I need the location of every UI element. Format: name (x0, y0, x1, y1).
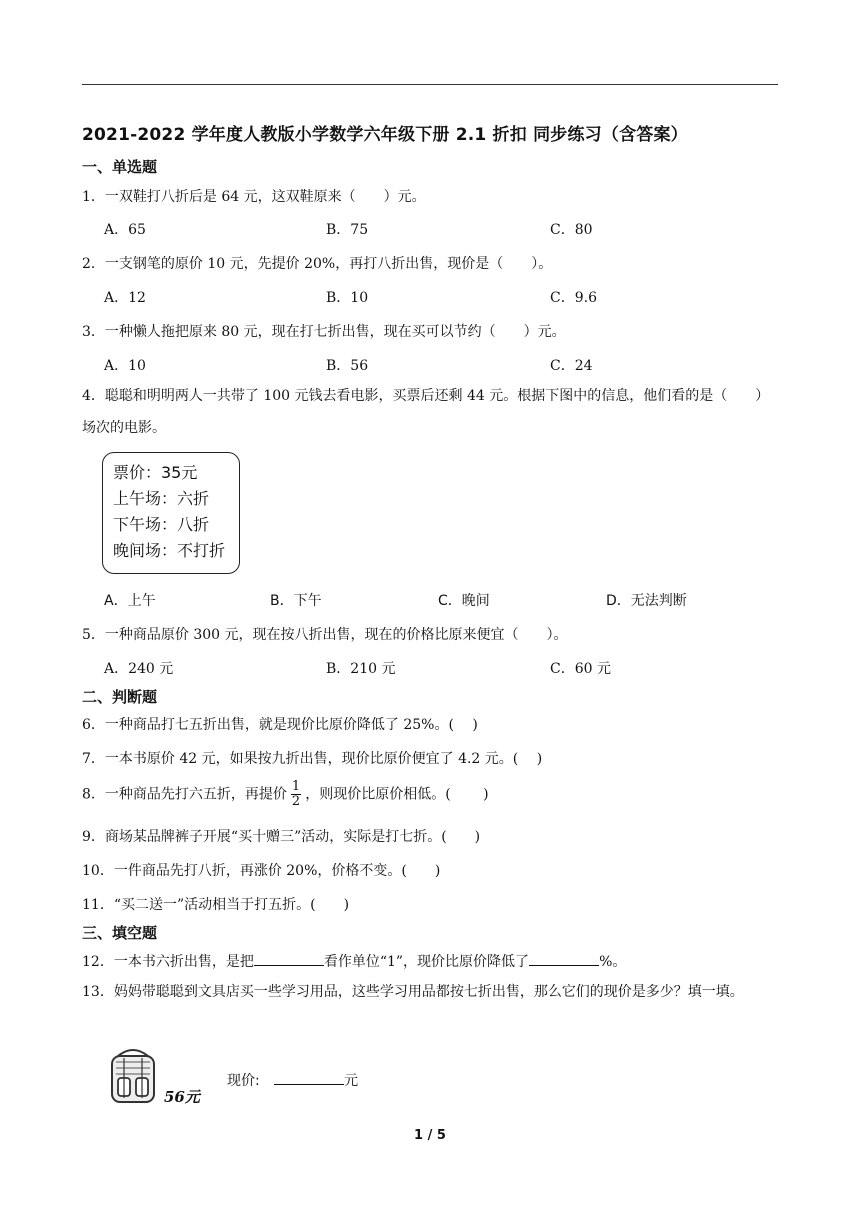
backpack-icon (104, 1046, 162, 1106)
question-10: 10．一件商品先打八折，再涨价 20%，价格不变。( ) (82, 863, 441, 879)
q2-option-a: A．12 (104, 290, 146, 306)
question-2: 2．一支钢笔的原价 10 元，先提价 20%，再打八折出售，现价是（ ）。 (82, 256, 553, 272)
current-price-label: 现价: (227, 1073, 260, 1089)
fraction-denominator: 2 (291, 794, 301, 809)
fraction-numerator: 1 (291, 779, 301, 794)
q4-option-a: A．上午 (104, 593, 156, 609)
q4-option-d: D．无法判断 (606, 593, 687, 609)
q2-option-b: B．10 (326, 290, 369, 306)
current-price-unit: 元 (344, 1073, 359, 1089)
q5-option-b: B．210 元 (326, 661, 396, 677)
question-1: 1．一双鞋打八折后是 64 元，这双鞋原来（ ）元。 (82, 189, 426, 205)
header-rule (82, 84, 778, 85)
fraction-one-half (291, 780, 301, 809)
q3-option-a: A．10 (104, 358, 146, 374)
q3-option-b: B．56 (326, 358, 369, 374)
ticket-price-box (102, 452, 240, 574)
q12-text-middle: 看作单位“1”，现价比原价降低了 (323, 954, 530, 970)
question-5: 5．一种商品原价 300 元，现在按八折出售，现在的价格比原来便宜（ ）。 (82, 627, 568, 643)
question-13: 13．妈妈带聪聪到文具店买一些学习用品，这些学习用品都按七折出售，那么它们的现价是多少？填一填。 (82, 984, 744, 1000)
question-11: 11．“买二送一”活动相当于打五折。( ) (82, 897, 350, 913)
q8-text-before: 8．一种商品先打六五折，再提价 (82, 786, 287, 803)
section-heading-true-false: 二、判断题 (82, 688, 158, 706)
question-3: 3．一种懒人拖把原来 80 元，现在打七折出售，现在买可以节约（ ）元。 (82, 324, 566, 340)
answer-blank-2[interactable] (529, 951, 599, 966)
q5-option-c: C．60 元 (550, 661, 611, 677)
backpack-price-label: 56元 (164, 1088, 200, 1106)
answer-blank-1[interactable] (254, 951, 324, 966)
morning-discount-line: 上午场：六折 (113, 489, 210, 508)
q12-text-after: %。 (599, 954, 627, 970)
q12-text-before: 12．一本书六折出售，是把 (82, 954, 254, 970)
section-heading-single-choice: 一、单选题 (82, 158, 158, 176)
q1-option-a: A．65 (104, 222, 146, 238)
question-9: 9．商场某品牌裤子开展“买十赠三”活动，实际是打七折。( ) (82, 829, 481, 845)
q1-option-c: C．80 (550, 222, 593, 238)
q5-option-a: A．240 元 (104, 661, 174, 677)
current-price-row (227, 1070, 358, 1090)
question-8 (82, 780, 489, 809)
q2-option-c: C．9.6 (550, 290, 597, 306)
current-price-blank[interactable] (274, 1070, 344, 1085)
q8-text-after: ，则现价比原价相低。( ) (305, 786, 489, 803)
q4-option-b: B．下午 (270, 593, 322, 609)
page-number: 1 / 5 (414, 1128, 446, 1143)
q3-option-c: C．24 (550, 358, 593, 374)
question-12 (82, 951, 626, 971)
q1-option-b: B．75 (326, 222, 369, 238)
afternoon-discount-line: 下午场：八折 (113, 515, 210, 534)
document-title: 2021-2022 学年度人教版小学数学六年级下册 2.1 折扣 同步练习（含答案） (82, 125, 688, 145)
q4-option-c: C．晚间 (438, 593, 490, 609)
question-7: 7．一本书原价 42 元，如果按九折出售，现价比原价便宜了 4.2 元。( ) (82, 751, 543, 767)
question-4: 4．聪聪和明明两人一共带了 100 元钱去看电影，买票后还剩 44 元。根据下图中的信息，他们看的是（ ）场次的电影。 (82, 388, 770, 436)
section-heading-fill-blank: 三、填空题 (82, 924, 158, 942)
evening-discount-line: 晚间场：不打折 (113, 541, 226, 560)
question-6: 6．一种商品打七五折出售，就是现价比原价降低了 25%。( ) (82, 717, 478, 733)
ticket-price-line: 票价：35元 (113, 463, 198, 482)
